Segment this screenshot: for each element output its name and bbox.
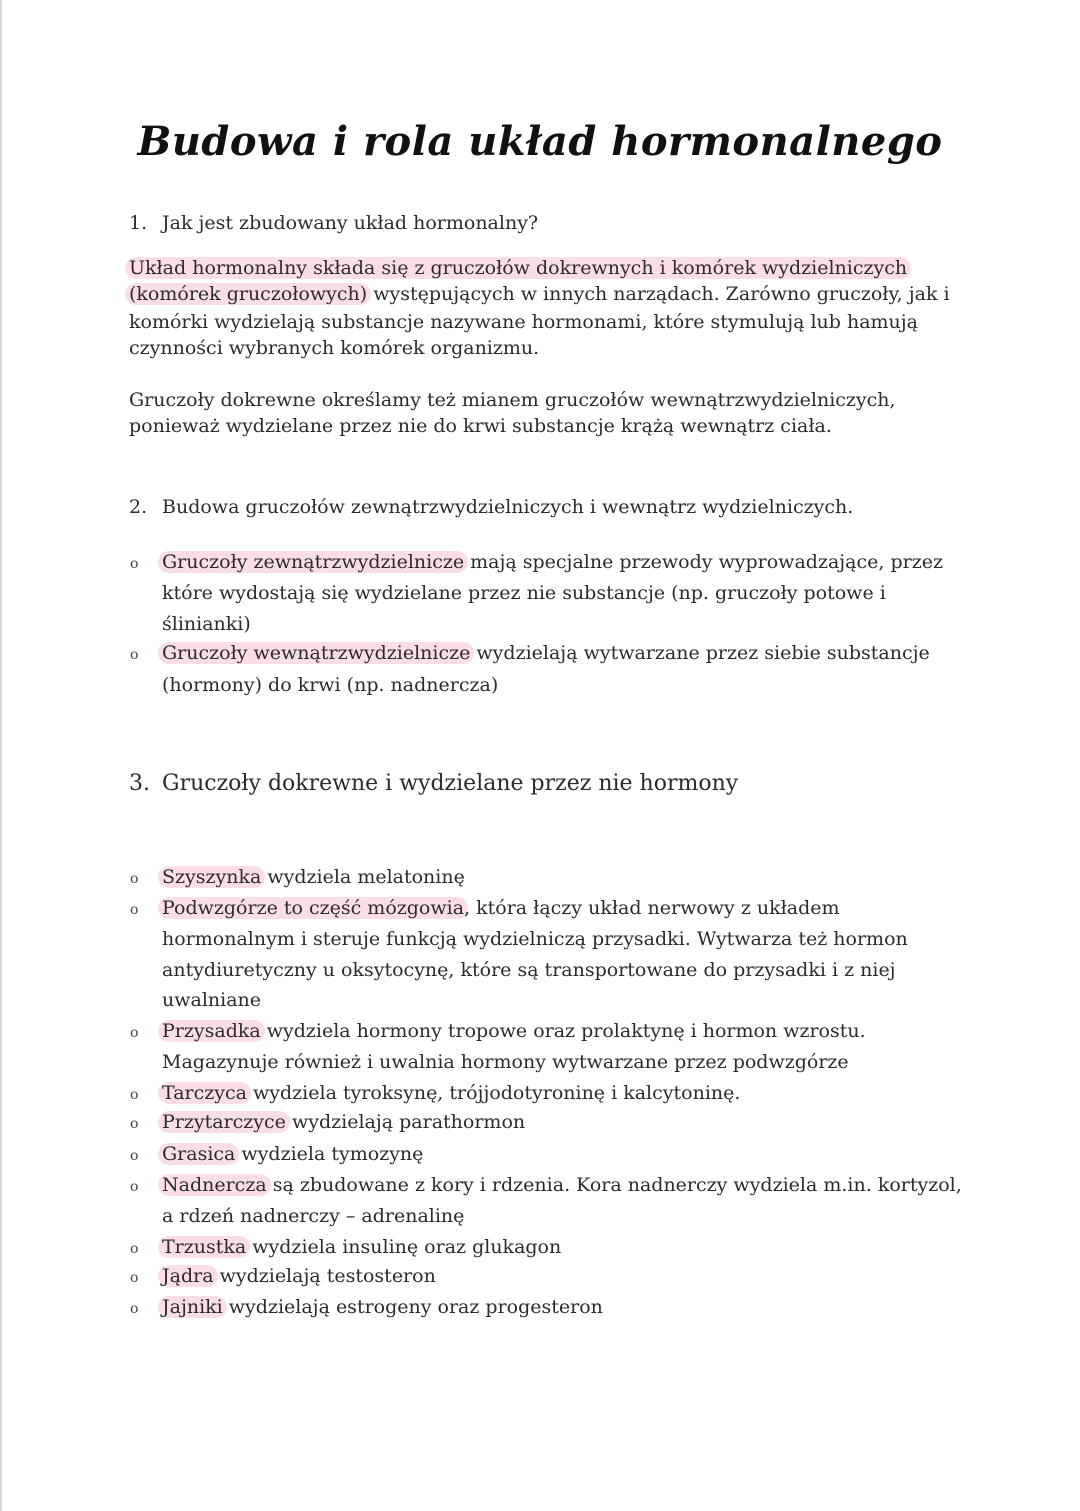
para1-line2 (129, 281, 950, 307)
bullet-icon: o (130, 1179, 139, 1195)
list-item (162, 640, 930, 666)
section-heading-text: Budowa gruczołów zewnątrzwydzielniczych i wewnątrz wydzielniczych. (162, 496, 854, 518)
text: wydzielają testosteron (213, 1265, 436, 1287)
highlighted-term: Trzustka (158, 1236, 250, 1258)
list-item (162, 895, 840, 921)
bullet-icon: o (130, 556, 139, 572)
highlighted-term: Nadnercza (158, 1174, 271, 1196)
highlighted-term: Tarczyca (158, 1082, 251, 1104)
section-heading-text: Gruczoły dokrewne i wydzielane przez nie hormony (162, 771, 739, 796)
list-item (162, 1294, 603, 1320)
para2-line2: ponieważ wydzielane przez nie do krwi substancje krążą wewnątrz ciała. (129, 415, 832, 437)
list-item (162, 1109, 525, 1135)
list-item (162, 549, 943, 575)
list-item-cont: Magazynuje również i uwalnia hormony wytwarzane przez podwzgórze (162, 1051, 849, 1073)
list-item-cont: (hormony) do krwi (np. nadnercza) (162, 674, 499, 696)
para1-line3: komórki wydzielają substancje nazywane hormonami, które stymulują lub hamują (129, 311, 919, 333)
page-title: Budowa i rola układ hormonalnego (137, 118, 943, 165)
text: mają specjalne przewody wyprowadzające, przez (464, 551, 943, 573)
para1-line4: czynności wybranych komórek organizmu. (129, 337, 540, 359)
bullet-icon: o (130, 902, 139, 918)
highlighted-term: Przytarczyce (158, 1111, 290, 1133)
text: wydzielają wytwarzane przez siebie substancje (470, 642, 930, 664)
text: są zbudowane z kory i rdzenia. Kora nadnerczy wydziela m.in. kortyzol, (266, 1174, 962, 1196)
text: , która łączy układ nerwowy z układem (464, 897, 840, 919)
list-item (162, 1080, 740, 1106)
para2-line1: Gruczoły dokrewne określamy też mianem gruczołów wewnątrzwydzielniczych, (129, 389, 896, 411)
highlighted-term: Jajniki (158, 1296, 227, 1318)
list-item (162, 864, 465, 890)
para1-line1 (129, 255, 907, 281)
list-item (162, 1141, 423, 1167)
highlighted-text: Układ hormonalny składa się z gruczołów dokrewnych i komórek wydzielniczych (125, 257, 911, 279)
highlighted-text: (komórek gruczołowych) (125, 283, 371, 305)
text: wydziela melatoninę (261, 866, 465, 888)
bullet-icon: o (130, 871, 139, 887)
text: występujących w innych narządach. Zarówno gruczoły, jak i (367, 283, 950, 305)
highlighted-term: Gruczoły zewnątrzwydzielnicze (158, 551, 468, 573)
section-3-heading (129, 771, 738, 797)
highlighted-term: Podwzgórze to część mózgowia (158, 897, 468, 919)
list-item-cont: uwalniane (162, 989, 262, 1011)
list-item-cont: które wydostają się wydzielane przez nie substancje (np. gruczoły potowe i (162, 582, 886, 604)
text: wydziela hormony tropowe oraz prolaktynę i hormon wzrostu. (260, 1020, 866, 1042)
bullet-icon: o (130, 1148, 139, 1164)
list-item-cont: antydiuretyczny u oksytocynę, które są transportowane do przysadki i z niej (162, 959, 896, 981)
bullet-icon: o (130, 1025, 139, 1041)
list-item-cont: a rdzeń nadnerczy – adrenalinę (162, 1205, 465, 1227)
highlighted-term: Grasica (158, 1143, 239, 1165)
list-item (162, 1234, 561, 1260)
list-item (162, 1263, 436, 1289)
highlighted-term: Szyszynka (158, 866, 265, 888)
bullet-icon: o (130, 1087, 139, 1103)
section-number: 3. (129, 771, 150, 796)
text: wydzielają parathormon (285, 1111, 526, 1133)
section-1-heading (129, 210, 538, 236)
list-item (162, 1172, 962, 1198)
list-item-cont: hormonalnym i steruje funkcją wydzielniczą przysadki. Wytwarza też hormon (162, 928, 908, 950)
highlighted-term: Gruczoły wewnątrzwydzielnicze (158, 642, 474, 664)
section-heading-text: Jak jest zbudowany układ hormonalny? (162, 212, 539, 234)
text: wydziela tymozynę (235, 1143, 424, 1165)
text: wydziela tyroksynę, trójjodotyroninę i kalcytoninę. (246, 1082, 741, 1104)
section-2-heading (129, 494, 853, 520)
section-number: 1. (129, 212, 148, 234)
page-edge (0, 0, 2, 1511)
highlighted-term: Jądra (158, 1265, 218, 1287)
section-number: 2. (129, 496, 148, 518)
bullet-icon: o (130, 1241, 139, 1257)
text: wydzielają estrogeny oraz progesteron (222, 1296, 603, 1318)
bullet-icon: o (130, 1116, 139, 1132)
list-item-cont: ślinianki) (162, 613, 251, 635)
bullet-icon: o (130, 647, 139, 663)
bullet-icon: o (130, 1301, 139, 1317)
bullet-icon: o (130, 1270, 139, 1286)
list-item (162, 1018, 866, 1044)
highlighted-term: Przysadka (158, 1020, 265, 1042)
text: wydziela insulinę oraz glukagon (246, 1236, 562, 1258)
